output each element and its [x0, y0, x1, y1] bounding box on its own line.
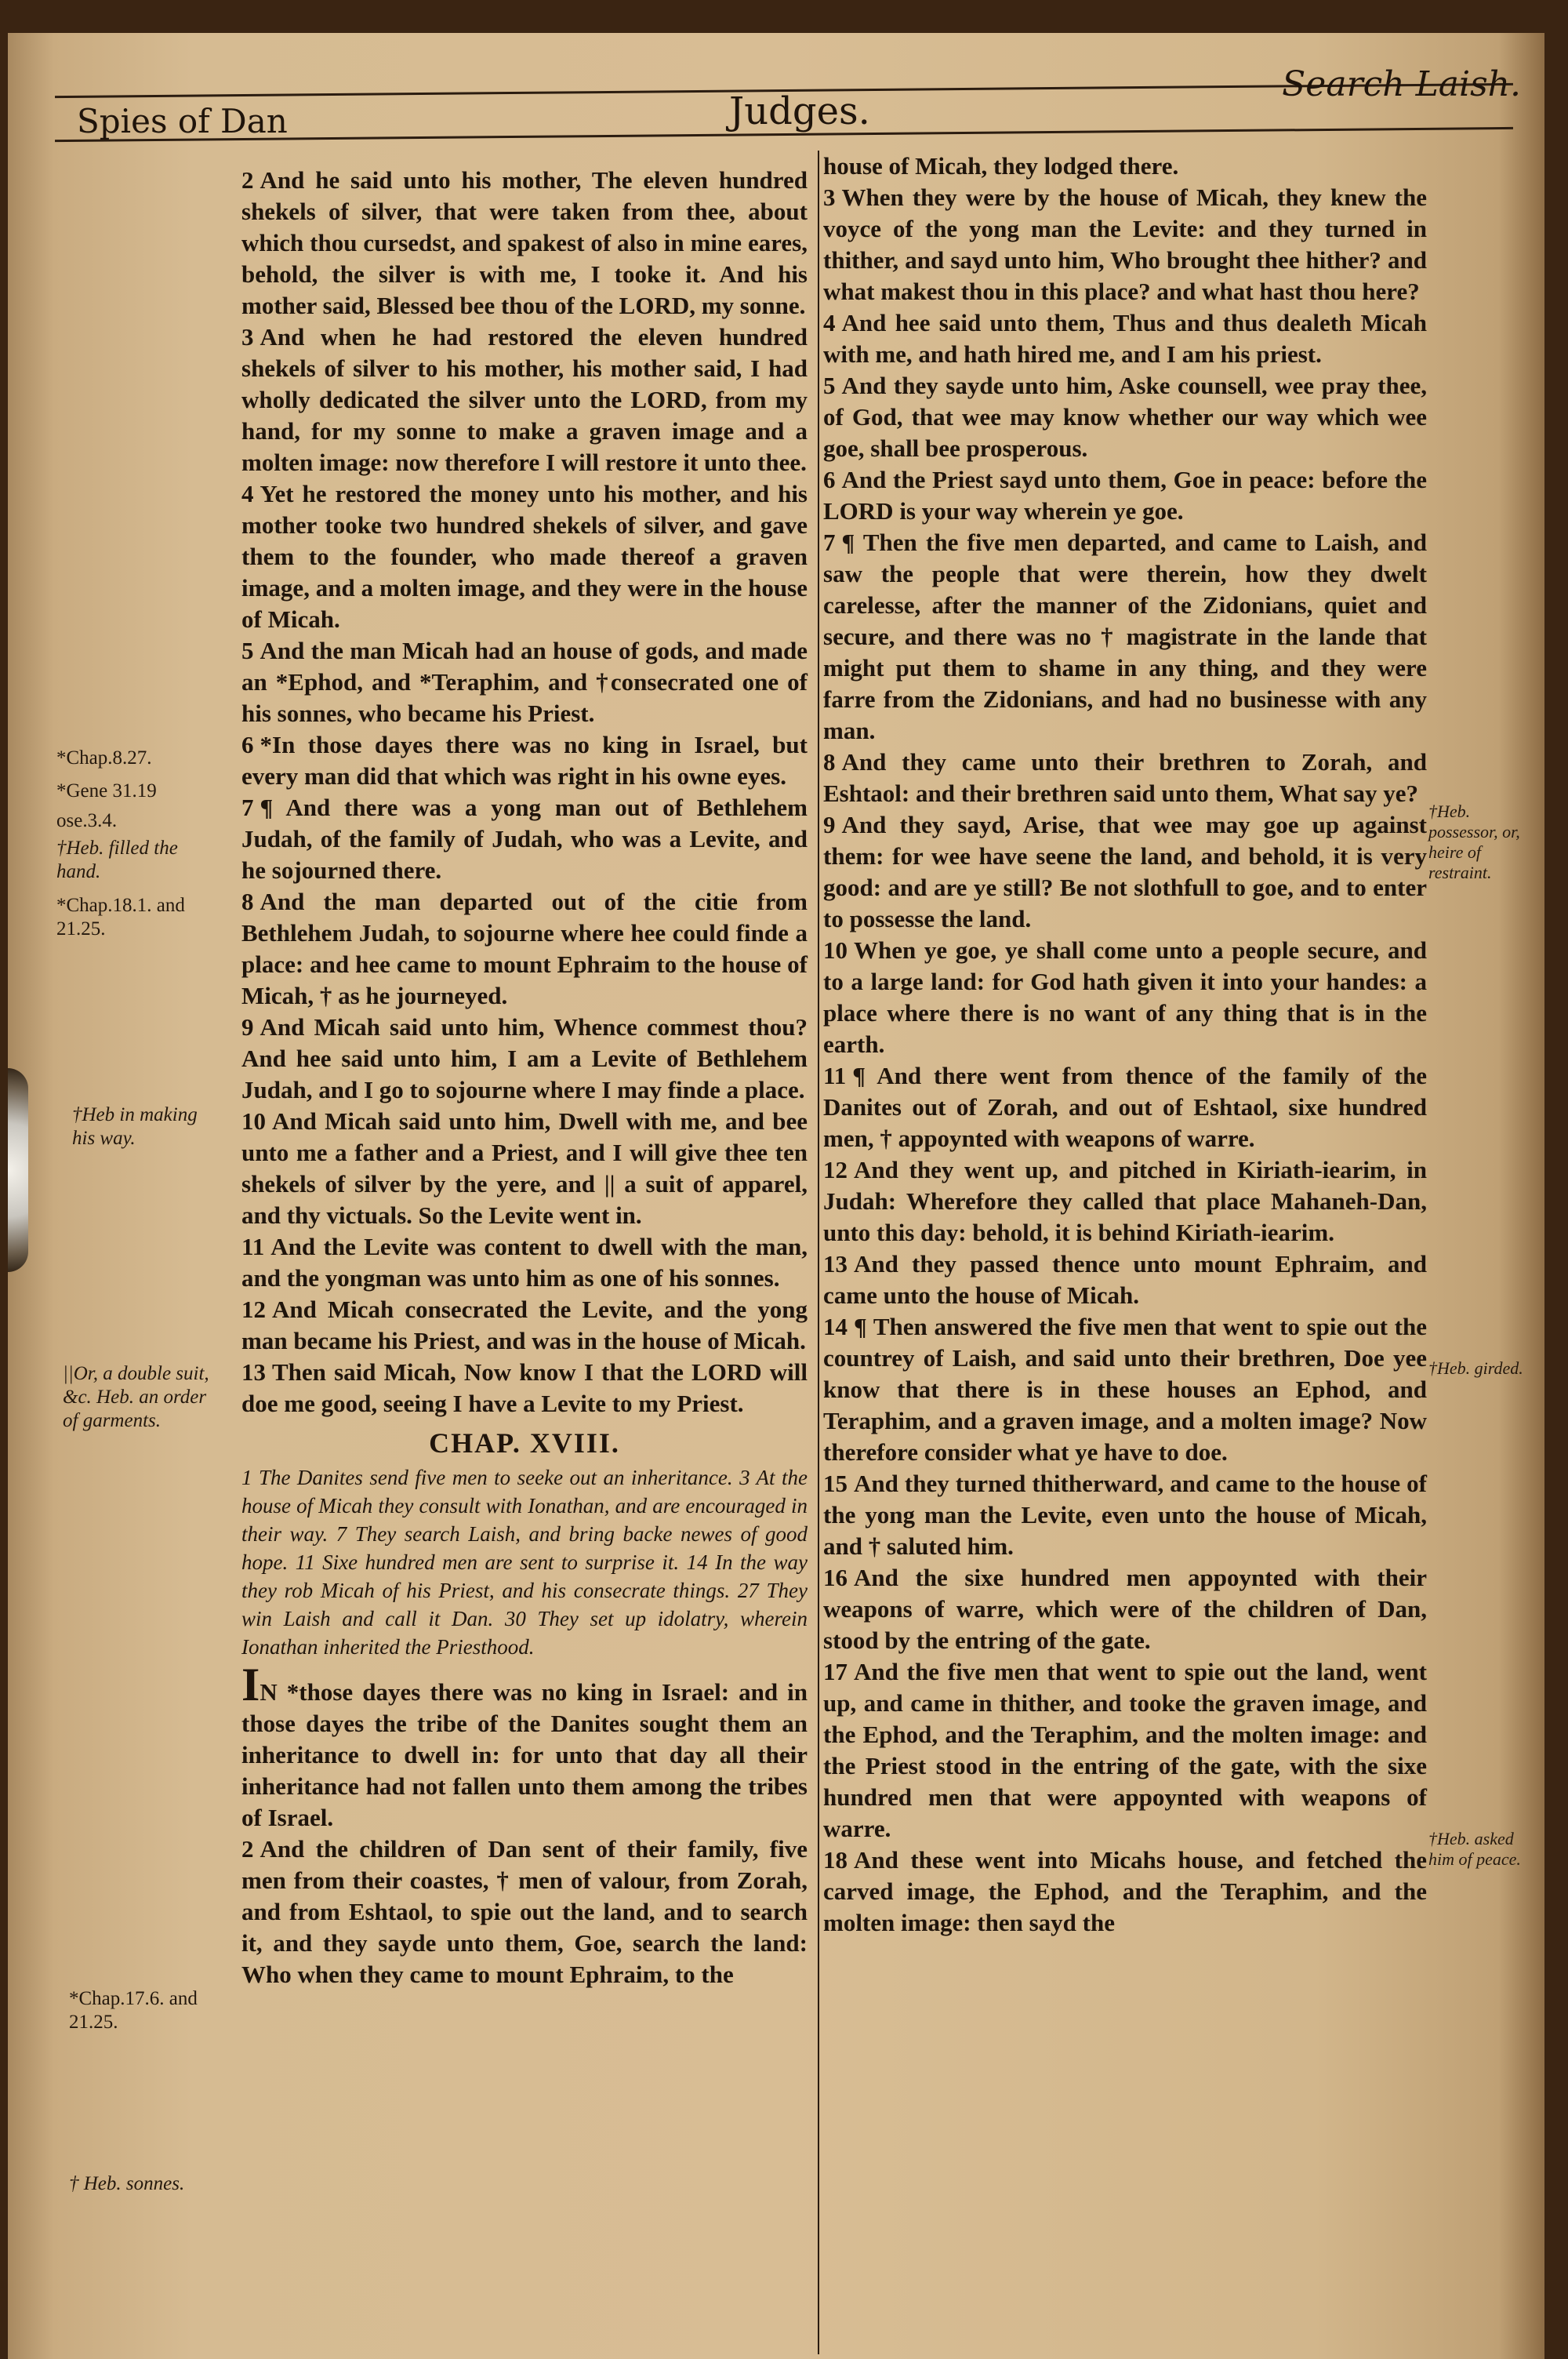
verse-text: Yet he restored the money unto his mother, and his mother tooke two hundred shekels of silver, and gave them to the founder, who made thereof a graven image, and a molten image, and they were in the house of Micah. — [241, 480, 808, 633]
verse — [241, 322, 808, 478]
verse-text: And the Levite was content to dwell with the man, and the yongman was unto him as one of his sonnes. — [241, 1233, 808, 1292]
verse-text: ¶ And there went from thence of the family of the Danites out of Zorah, and out of Eshtaol, sixe hundred men, † appoynted with weapons of warre. — [823, 1062, 1427, 1152]
left-column — [241, 165, 808, 1990]
chapter-summary: 1 The Danites send five men to seeke out an inheritance. 3 At the house of Micah they consult with Ionathan, and are encouraged in their way. 7 They search Laish, and bring backe newes of good hope. 11 Sixe hundred men are sent to surprise it. 14 In the way they rob Micah of his Priest, and his consecrate things. 27 They win Laish and call it Dan. 30 They set up idolatry, wherein Ionathan inherited the Priesthood. — [241, 1466, 808, 1659]
margin-note: †Heb. filled the hand. — [56, 838, 178, 882]
verse — [823, 151, 1427, 182]
verse-text: And these went into Micahs house, and fetched the carved image, the Ephod, and the Teraphim, and the molten image: then sayd the — [823, 1846, 1427, 1936]
verse-number: 9 — [823, 811, 836, 838]
verse-number: 8 — [823, 748, 836, 776]
verse — [823, 1845, 1427, 1939]
verse-number: 5 — [241, 637, 254, 664]
verse-number: 13 — [823, 1250, 848, 1278]
verse — [823, 370, 1427, 464]
verse-number: 11 — [241, 1233, 265, 1260]
verse-number: 4 — [823, 309, 836, 336]
verse-text: And Micah said unto him, Whence commest thou? And hee said unto him, I am a Levite of Bethlehem Judah, and I go to sojourne where I may finde a place. — [241, 1013, 808, 1103]
verse — [823, 1656, 1427, 1845]
verse-text: And they went up, and pitched in Kiriath-iearim, in Judah: Wherefore they called that place Mahaneh-Dan, unto this day: behold, it is behind Kiriath-iearim. — [823, 1156, 1427, 1246]
verse-number: 9 — [241, 1013, 254, 1041]
margin-note: *Gene 31.19 — [56, 780, 157, 801]
verse — [241, 729, 808, 792]
verse-text: And they sayde unto him, Aske counsell, wee pray thee, of God, that wee may know whether our way which wee goe, shall bee prosperous. — [823, 372, 1427, 462]
margin-note: *Chap.18.1. and 21.25. — [56, 895, 185, 940]
margin-note: *Chap.8.27. — [56, 747, 152, 769]
margin-note: †Heb. possessor, or, heire of restraint. — [1428, 801, 1520, 882]
margin-note: ||Or, a double suit, &c. Heb. an order of garments. — [63, 1363, 209, 1431]
verse-text: And hee said unto them, Thus and thus dealeth Micah with me, and hath hired me, and I am his priest. — [823, 309, 1427, 368]
verse-text: house of Micah, they lodged there. — [823, 152, 1179, 180]
verse — [241, 1106, 808, 1231]
verse-text: And the children of Dan sent of their family, five men from their coastes, † men of valour, from Zorah, and from Eshtaol, to spie out the land, and to search it, and they sayde unto them, Goe, search the land: Who when they came to mount Ephraim, to the — [241, 1835, 808, 1988]
verse-text: And they sayd, Arise, that wee may goe up against them: for wee have seene the land, and behold, it is very good: and are ye still? Be not slothfull to goe, and to enter to possesse the land. — [823, 811, 1427, 932]
verse-number: 12 — [241, 1296, 266, 1323]
verse-text: And the sixe hundred men appoynted with their weapons of warre, which were of the children of Dan, stood by the entring of the gate. — [823, 1564, 1427, 1654]
verse-text: And the man departed out of the citie from Bethlehem Judah, to sojourne where hee could finde a place: and hee came to mount Ephraim to the house of Micah, † as he journeyed. — [241, 888, 808, 1009]
verse-text: And Micah said unto him, Dwell with me, and bee unto me a father and a Priest, and I will give thee ten shekels of silver by the yere, and || a suit of apparel, and thy victuals. So the Levite went in. — [241, 1107, 808, 1229]
verse-text: When they were by the house of Micah, they knew the voyce of the yong man the Levite: and they turned in thither, and sayd unto him, Who brought thee hither? and what makest thou in this place? and what hast thou here? — [823, 184, 1427, 305]
verse-number: 10 — [823, 936, 848, 964]
verse — [823, 1311, 1427, 1468]
verse-number: 11 — [823, 1062, 847, 1089]
verse — [823, 1154, 1427, 1249]
margin-note: †Heb. asked him of peace. — [1428, 1829, 1521, 1869]
margin-note: †Heb. girded. — [1428, 1358, 1523, 1378]
verse-number: 2 — [241, 166, 254, 194]
right-column — [823, 151, 1427, 1939]
verse-number: 17 — [823, 1658, 848, 1685]
verse — [823, 527, 1427, 747]
verse-number: 12 — [823, 1156, 848, 1183]
verse — [241, 792, 808, 886]
verse-text: And Micah consecrated the Levite, and the yong man became his Priest, and was in the house of Micah. — [241, 1296, 808, 1354]
verse-number: 7 — [241, 794, 254, 821]
verse-number: 15 — [823, 1470, 848, 1497]
verse-number: 2 — [241, 1835, 254, 1863]
verse-number: 4 — [241, 480, 254, 507]
verse-text: When ye goe, ye shall come unto a people secure, and to a large land: for God hath given it into your handes: a place where there is no want of any thing that is in the earth. — [823, 936, 1427, 1058]
verse-text: And the Priest sayd unto them, Goe in peace: before the LORD is your way wherein ye goe. — [823, 466, 1427, 525]
verse — [241, 635, 808, 729]
verse-text: *In those dayes there was no king in Israel, but every man did that which was right in his owne eyes. — [241, 731, 808, 790]
verse-text: And the man Micah had an house of gods, and made an *Ephod, and *Teraphim, and †consecrated one of his sonnes, who became his Priest. — [241, 637, 808, 727]
verse-number: 6 — [823, 466, 836, 493]
verse-text: ¶ Then the five men departed, and came to Laish, and saw the people that were therein, how they dwelt carelesse, after the manner of the Zidonians, quiet and secure, and there was no † magistrate in the lande that might put them to shame in any thing, and they were farre from the Zidonians, and had no businesse with any man. — [823, 529, 1427, 744]
verse-text: ¶ And there was a yong man out of Bethlehem Judah, of the family of Judah, who was a Levite, and he sojourned there. — [241, 794, 808, 884]
verse — [823, 935, 1427, 1060]
verse — [241, 1659, 808, 1834]
margin-note: ose.3.4. — [56, 810, 118, 831]
verse-text: And when he had restored the eleven hundred shekels of silver to his mother, his mother said, I had wholly dedicated the silver unto the LORD, from my hand, for my sonne to make a graven image and a molten image: now therefore I will restore it unto thee. — [241, 323, 808, 476]
verse-number: 18 — [823, 1846, 848, 1874]
verse — [241, 1012, 808, 1106]
verse-text: And they passed thence unto mount Ephraim, and came unto the house of Micah. — [823, 1250, 1427, 1309]
verse — [241, 1834, 808, 1990]
verse — [241, 886, 808, 1012]
verse-number: 7 — [823, 529, 836, 556]
chapter-heading: CHAP. XVIII. — [429, 1427, 620, 1459]
verse-number: 16 — [823, 1564, 848, 1591]
verse — [823, 809, 1427, 935]
verse — [823, 1060, 1427, 1154]
verse — [823, 1468, 1427, 1562]
verse-number: 3 — [823, 184, 836, 211]
margin-note: † Heb. sonnes. — [69, 2173, 185, 2194]
margin-note: *Chap.17.6. and 21.25. — [69, 1988, 198, 2033]
verse-text: And he said unto his mother, The eleven hundred shekels of silver, that were taken from thee, about which thou cursedst, and spakest of also in mine eares, behold, the silver is with me, I tooke it. And his mother said, Blessed bee thou of the LORD, my sonne. — [241, 166, 808, 319]
verse-number: 5 — [823, 372, 836, 399]
margin-note: †Heb in making his way. — [72, 1104, 198, 1149]
verse — [241, 1357, 808, 1419]
binding-clip — [8, 1068, 28, 1272]
chapter-17-verses — [241, 165, 808, 1419]
drop-cap: I — [241, 1659, 260, 1710]
chapter-18-verses — [241, 1659, 808, 1990]
verse-number: 8 — [241, 888, 254, 915]
bible-page — [8, 33, 1544, 2359]
running-head-book: Judges. — [729, 89, 870, 133]
verse — [823, 307, 1427, 370]
chapter-18-verses-continued — [823, 151, 1427, 1939]
running-head-right: Search Laish. — [1282, 64, 1521, 104]
verse — [823, 1562, 1427, 1656]
verse — [241, 1294, 808, 1357]
verse-number: 10 — [241, 1107, 266, 1135]
verse-text: And the five men that went to spie out the land, went up, and came in thither, and tooke the graven image, and the Ephod, and the Teraphim, and the molten image: and the Priest stood in the entring of the gate, with the sixe hundred men that were appoynted with weapons of warre. — [823, 1658, 1427, 1842]
verse — [823, 747, 1427, 809]
verse — [241, 478, 808, 635]
verse — [823, 182, 1427, 307]
verse-number: 3 — [241, 323, 254, 351]
verse-text: And they turned thitherward, and came to the house of the yong man the Levite, even unto the house of Micah, and † saluted him. — [823, 1470, 1427, 1560]
verse — [823, 464, 1427, 527]
verse-text: ¶ Then answered the five men that went to spie out the countrey of Laish, and said unto their brethren, Doe yee know that there is in these houses an Ephod, and Teraphim, and a graven image, and a molten image? Now therefore consider what ye have to doe. — [823, 1313, 1427, 1466]
verse-number: 6 — [241, 731, 254, 758]
verse — [241, 1231, 808, 1294]
verse-text: Then said Micah, Now know I that the LORD will doe me good, seeing I have a Levite to my Priest. — [241, 1358, 808, 1417]
running-head-left: Spies of Dan — [77, 102, 288, 140]
verse — [823, 1249, 1427, 1311]
verse-number: 13 — [241, 1358, 266, 1386]
column-divider — [818, 151, 819, 2354]
verse-text: And they came unto their brethren to Zorah, and Eshtaol: and their brethren said unto them, What say ye? — [823, 748, 1427, 807]
verse — [241, 165, 808, 322]
verse-number: 14 — [823, 1313, 848, 1340]
verse-text: N *those dayes there was no king in Israel: and in those dayes the tribe of the Danites sought them an inheritance to dwell in: for unto that day all their inheritance had not fallen unto them among the tribes of Israel. — [241, 1678, 808, 1831]
